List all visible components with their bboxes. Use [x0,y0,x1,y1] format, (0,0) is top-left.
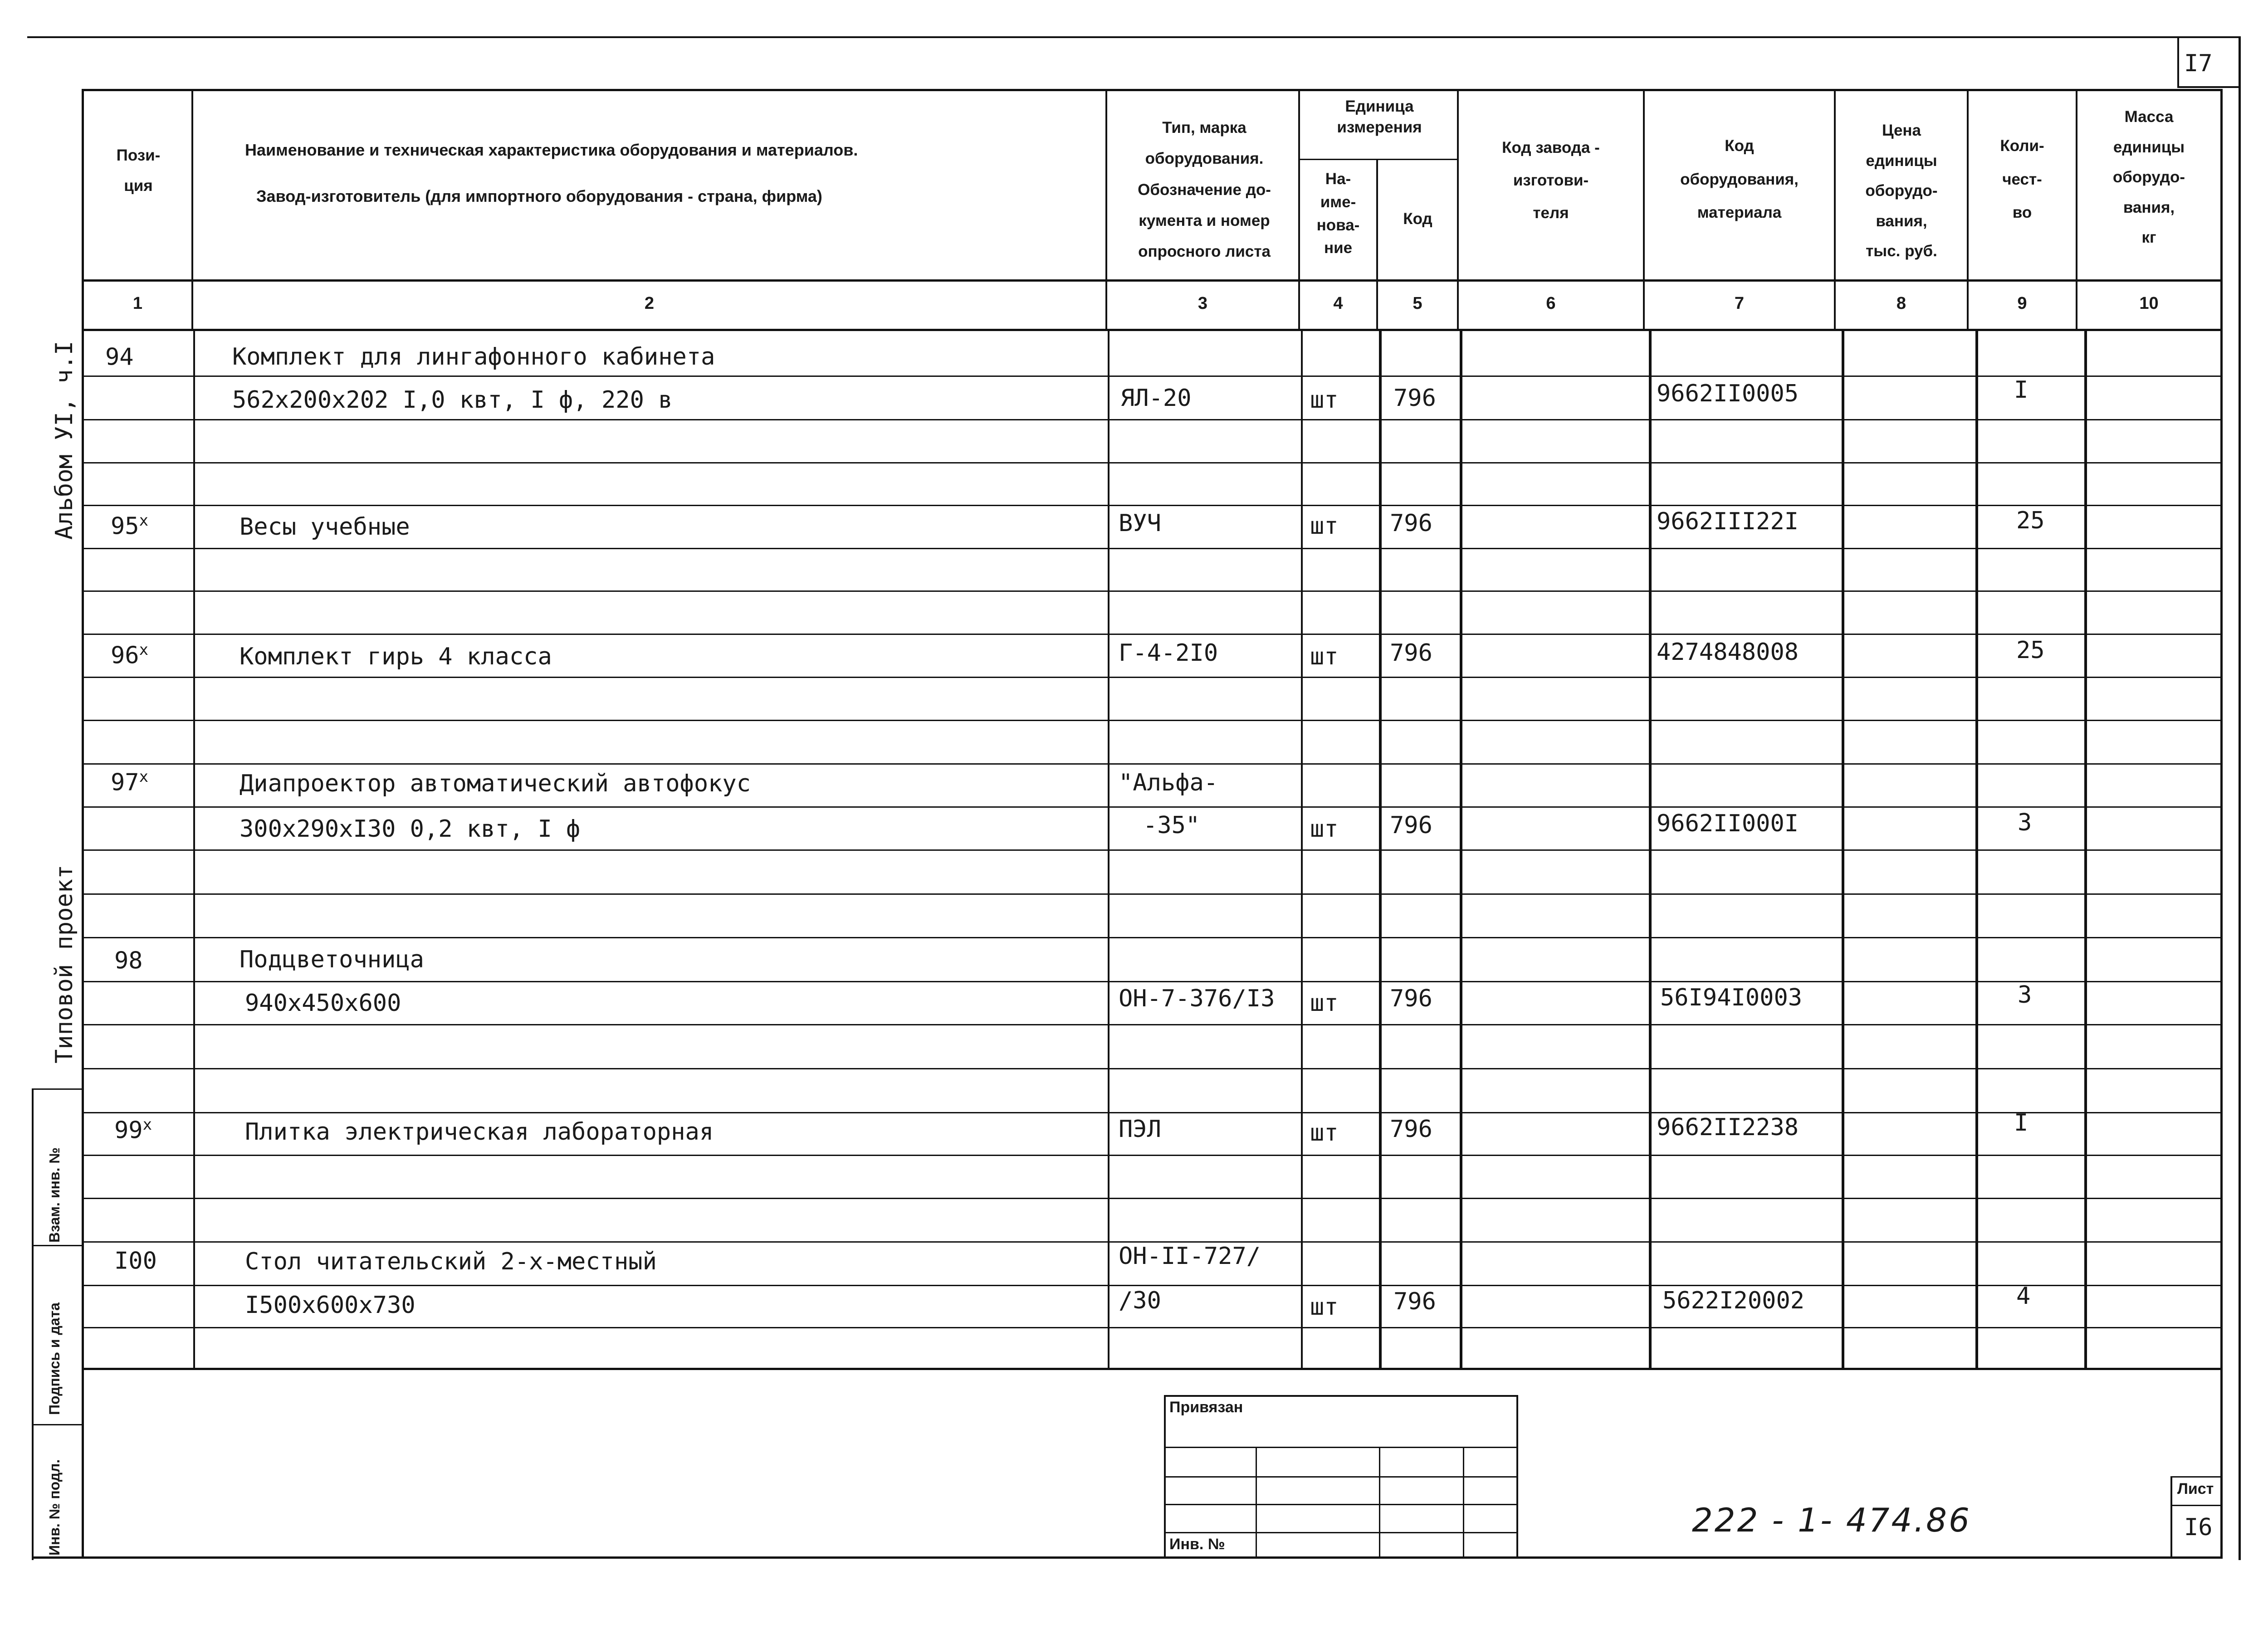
col-number: 1 [132,294,143,313]
row-name: Подцветочница [240,946,424,973]
row-type: Г-4-2I0 [1119,639,1218,667]
row-equip-code: 9662II2238 [1657,1114,1799,1141]
row-equip-code: 9662II0005 [1657,380,1799,407]
row-unit-code: 796 [1390,510,1432,537]
row-unit: шт [1310,815,1339,843]
row-type-cont: /30 [1119,1287,1161,1314]
row-unit: шт [1310,386,1339,414]
row-qty: 3 [2018,981,2032,1009]
col-number: 5 [1413,294,1422,313]
sheet-label: Лист [2177,1480,2214,1497]
row-name: Комплект для лингафонного кабинета [232,343,715,371]
row-position: $97^х$ [111,768,149,796]
row-unit-code: 796 [1393,1288,1436,1315]
side-inv-podl-label: Инв. № подл. [46,1459,63,1556]
row-equip-code: 9662II000I [1657,810,1799,837]
row-type: ОН-II-727/ [1119,1243,1261,1270]
row-type: ВУЧ [1119,510,1161,537]
header-type: Тип, марка оборудования. Обозначение до- кумента и номер опросного листа [1138,119,1271,260]
row-unit: шт [1310,1293,1339,1321]
row-name: Диапроектор автоматический автофокус [240,770,751,797]
row-position: I00 [114,1247,157,1275]
side-sign-date-label: Подпись и дата [46,1302,63,1415]
row-name: Плитка электрическая лабораторная [245,1118,714,1146]
row-type-cont: -35" [1143,812,1200,839]
header-name: Наименование и техническая характеристика оборудования и материалов. Завод-изготовитель (для импортного оборудования - страна, фирма) [245,141,858,205]
row-equip-code: 9662III22I [1657,508,1799,535]
row-spec: 562х200х202 I,0 квт, I ф, 220 в [232,386,673,414]
row-type: "Альфа- [1119,769,1218,796]
row-unit-code: 796 [1390,985,1432,1012]
header-pos: Пози- ция [116,146,161,195]
col-number: 3 [1198,294,1208,313]
row-spec: 940х450х600 [245,990,401,1017]
row-unit-code: 796 [1390,1116,1432,1143]
side-album-label: Альбом УI, ч.I [51,341,78,540]
row-unit-code: 796 [1390,639,1432,667]
row-type: ОН-7-376/I3 [1119,985,1275,1012]
header-factory-code: Код завода - изготови- теля [1502,139,1600,222]
col-number: 7 [1734,294,1745,313]
sheet-number: I6 [2184,1514,2213,1541]
row-position: 98 [114,947,143,975]
doc-number: 222 - 1- 474.86 [1692,1501,1971,1539]
row-qty: 25 [2016,507,2045,534]
row-unit: шт [1310,512,1339,540]
header-equip-code: Код оборудования, материала [1680,137,1799,221]
row-spec: I500х600х730 [245,1292,415,1319]
col-number: 8 [1896,294,1906,313]
row-equip-code: 4274848008 [1657,639,1799,666]
row-unit-code: 796 [1393,385,1436,412]
row-position: 94 [105,343,134,371]
header-qty: Коли- чест- во [2000,137,2044,221]
row-type: ПЭЛ [1119,1116,1161,1143]
row-unit-code: 796 [1390,812,1432,839]
col-number: 4 [1333,294,1343,313]
stamp-inv-no: Инв. № [1169,1536,1225,1553]
stamp-privyazan: Привязан [1169,1399,1243,1416]
row-unit: шт [1310,990,1339,1017]
row-qty: 4 [2016,1283,2031,1310]
header-unit-name: На- име- нова- ние [1316,170,1360,257]
col-number: 9 [2017,294,2027,313]
col-number: 2 [644,294,655,313]
row-unit: шт [1310,1119,1339,1146]
row-equip-code: 56I94I0003 [1660,984,1803,1011]
top-page-number: I7 [2184,50,2213,77]
side-project-label: Типовой проект [51,864,78,1063]
row-qty: 25 [2016,637,2045,664]
row-name: Весы учебные [240,513,410,541]
col-number: 10 [2139,294,2159,313]
row-equip-code: 5622I20002 [1662,1287,1805,1314]
row-position: $99^х$ [114,1116,152,1144]
row-qty: 3 [2018,809,2032,836]
row-position: $95^х$ [111,512,149,540]
header-unit-code: Код [1403,210,1432,228]
header-unit-group: Единица измерения [1337,98,1422,136]
header-mass: Масса единицы оборудо- вания, кг [2112,108,2185,246]
side-inv-vzam-label: Взам. инв. № [46,1147,63,1243]
col-number: 6 [1546,294,1556,313]
row-type: ЯЛ-20 [1120,385,1192,412]
row-name: Стол читательский 2-х-местный [245,1248,657,1275]
header-price: Цена единицы оборудо- вания, тыс. руб. [1865,122,1938,260]
row-name: Комплект гирь 4 класса [240,643,552,670]
row-qty: I [2014,376,2028,404]
row-position: $96^х$ [111,641,149,669]
row-unit: шт [1310,643,1339,670]
row-qty: I [2014,1109,2028,1136]
row-spec: 300х290хI30 0,2 квт, I ф [240,815,581,843]
